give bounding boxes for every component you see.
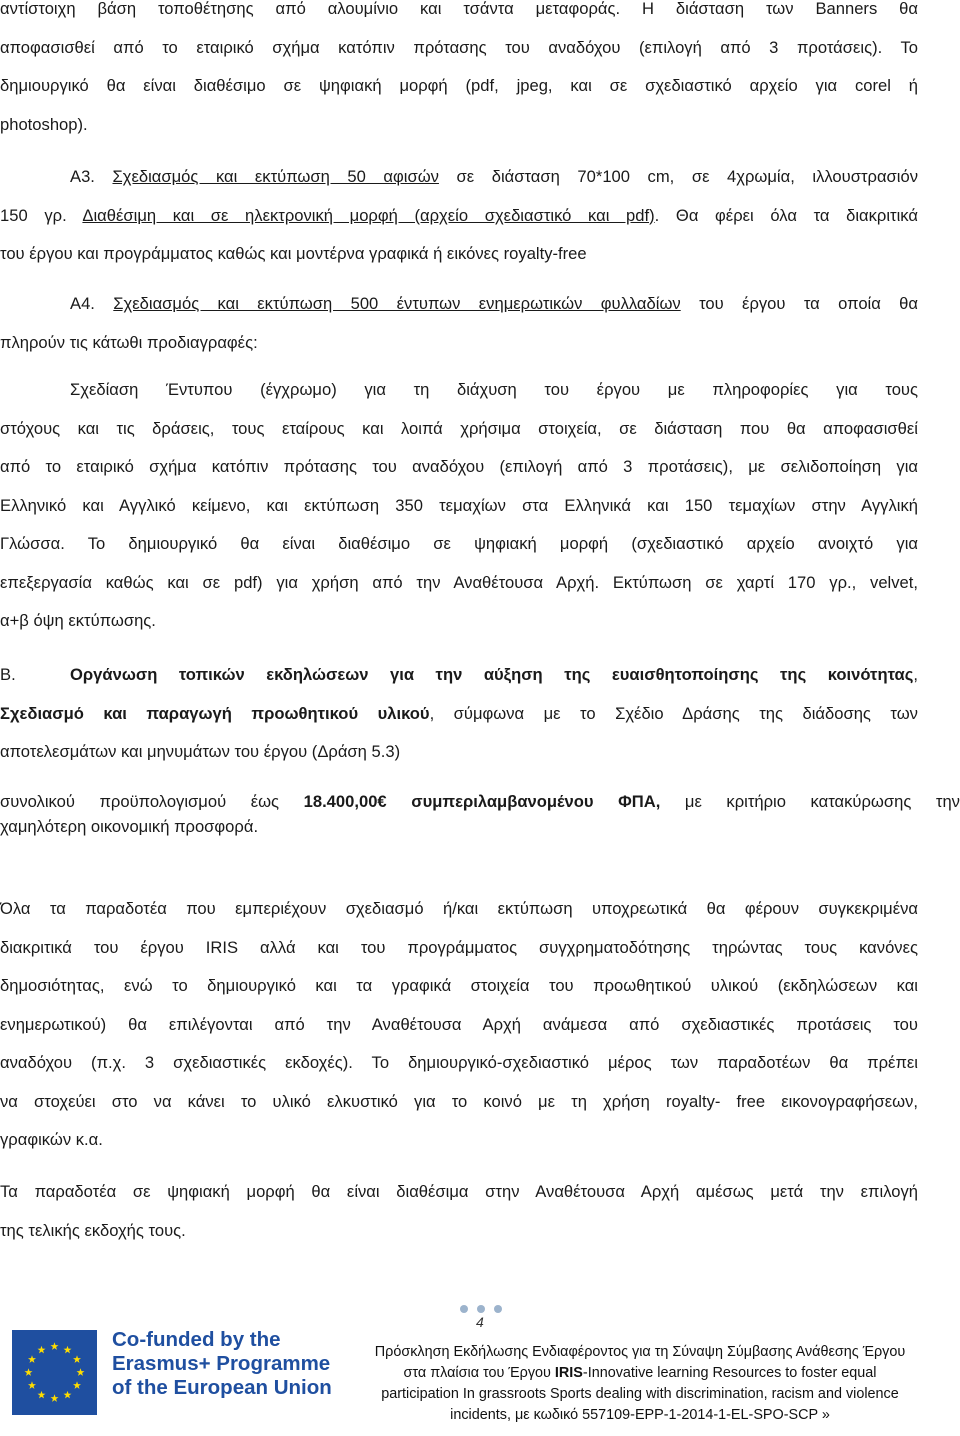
dot-icon [460, 1305, 468, 1313]
text-run: 150 γρ. [0, 205, 83, 225]
text-line: αποφασισθεί από το εταιρικό σχήμα κατόπιν πρότασης του αναδόχου (επιλογή από 3 προτάσεις). Το [0, 37, 918, 57]
text-line: από το εταιρικό σχήμα κατόπιν πρότασης του αναδόχου (επιλογή από 3 προτάσεις), με σελιδοποίηση για [0, 457, 918, 476]
text-run: σε διάσταση 70*100 cm, σε 4χρωμία, ιλλουστρασιόν [438, 167, 918, 186]
text-line: διακριτικά του έργου IRIS αλλά και του προγράμματος συγχρηματοδότησης τηρώντας τους κανόνες [0, 937, 918, 957]
paragraph-b [0, 656, 918, 772]
item-label-a3: Α3. [70, 167, 95, 186]
item-title-b: Οργάνωση τοπικών εκδηλώσεων για την αύξηση της ευαισθητοποίησης της κοινότητας [70, 665, 914, 684]
text-line: στόχους και τις δράσεις, τους εταίρους και λοιπά χρήσιμα στοιχεία, σε διάσταση που θα αποφασισθεί [0, 418, 918, 438]
page-number: 4 [476, 1314, 484, 1330]
text-line: χαμηλότερη οικονομική προσφορά. [0, 817, 259, 836]
text-line: ενημερωτικού) θα επιλέγονται από την Αναθέτουσα Αρχή ανάμεσα από σχεδιαστικές προτάσεις του [0, 1014, 918, 1034]
paragraph-deliverables [0, 890, 918, 1160]
eu-flag-icon [12, 1330, 97, 1415]
item-title-a3: Σχεδιασμός και εκτύπωση 50 αφισών [112, 167, 439, 186]
text-line [0, 158, 918, 197]
text-run: , σύμφωνα με το Σχέδιο Δράσης της διάδοσης των [429, 703, 918, 723]
paragraph-a4 [0, 285, 918, 362]
text-line: του έργου και προγράμματος καθώς και μοντέρνα γραφικά ή εικόνες royalty-free [0, 244, 587, 263]
text-line: δημιουργικό θα είναι διαθέσιμο σε ψηφιακή μορφή (pdf, jpeg, και σε σχεδιαστικό αρχείο για corel ή [0, 76, 918, 95]
text-line: photoshop). [0, 114, 88, 134]
text-line: αντίστοιχη βάση τοποθέτησης από αλουμίνιο και τσάντα μεταφοράς. Η διάσταση των Banners θα [0, 0, 918, 18]
text-line: αποτελεσμάτων και μηνυμάτων του έργου (Δράση 5.3) [0, 742, 401, 761]
item-title-a4: Σχεδιασμός και εκτύπωση 500 έντυπων ενημερωτικών φυλλαδίων [113, 294, 681, 313]
text-line: επεξεργασία καθώς και σε pdf) για χρήση από την Αναθέτουσα Αρχή. Εκτύπωση σε χαρτί 170 γρ., velvet, [0, 572, 918, 592]
text-line [0, 656, 918, 695]
paragraph-digital [0, 1173, 918, 1250]
text-line: Τα παραδοτέα σε ψηφιακή μορφή θα είναι διαθέσιμα στην Αναθέτουσα Αρχή αμέσως μετά την επιλογή [0, 1182, 918, 1201]
footer-line: incidents, με κωδικό 557109-EPP-1-2014-1-EL-SPO-SCP » [450, 1407, 830, 1423]
text-run: -Innovative learning Resources to foster equal [582, 1365, 877, 1381]
text-line: Όλα τα παραδοτέα που εμπεριέχουν σχεδιασμό ή/και εκτύπωση υποχρεωτικά θα φέρουν συγκεκριμένα [0, 899, 918, 918]
text-line: Σχεδίαση Έντυπου (έγχρωμο) για τη διάχυση του έργου με πληροφορίες για τους [70, 380, 918, 399]
paragraph-design-spec [0, 371, 918, 641]
text-line: να στοχεύει στο να κάνει το υλικό ελκυστικό για το κοινό με τη χρήση royalty- free εικονογραφήσεων, [0, 1091, 918, 1111]
text-run: με κριτήριο κατακύρωσης την [660, 792, 960, 811]
logo-line: Erasmus+ Programme [112, 1352, 331, 1375]
text-run: . Θα φέρει όλα τα διακριτικά [654, 205, 918, 225]
text-line: Ελληνικό και Αγγλικό κείμενο, και εκτύπωση 350 τεμαχίων στα Ελληνικά και 150 τεμαχίων στην Αγγλική [0, 495, 918, 515]
text-line: της τελικής εκδοχής τους. [0, 1220, 186, 1240]
dot-icon [494, 1305, 502, 1313]
logo-line: of the European Union [112, 1376, 332, 1399]
text-run: συνολικού προϋπολογισμού έως [0, 792, 304, 811]
item-label-b: Β. [0, 665, 16, 684]
text-line: γραφικών κ.α. [0, 1130, 103, 1149]
text-line: α+β όψη εκτύπωσης. [0, 611, 156, 630]
text-line [0, 695, 918, 734]
text-run: , [913, 665, 918, 684]
item-label-a4: Α4. [70, 294, 95, 313]
footer-line [340, 1363, 940, 1384]
bold-text: Σχεδιασμό και παραγωγή προωθητικού υλικού [0, 703, 430, 723]
text-run: του έργου τα οποία θα [680, 294, 918, 313]
text-line: πληρούν τις κάτωθι προδιαγραφές: [0, 332, 258, 352]
footer-text [340, 1342, 940, 1426]
footer-line: Πρόσκληση Εκδήλωσης Ενδιαφέροντος για τη Σύναψη Σύμβασης Ανάθεσης Έργου [374, 1344, 906, 1360]
text-line: δημοσιότητας, ενώ το δημιουργικό και τα γραφικά στοιχεία του προωθητικού υλικού (εκδηλώσεων και [0, 976, 918, 995]
text-line [0, 197, 918, 236]
paragraph-banners [0, 0, 918, 144]
paragraph-a3 [0, 158, 918, 274]
logo-text [112, 1328, 332, 1400]
footer-dots-decoration [460, 1305, 502, 1313]
project-name: IRIS [554, 1365, 583, 1381]
budget-amount: 18.400,00€ συμπεριλαμβανομένου ΦΠΑ, [303, 792, 661, 811]
text-run: στα πλαίσια του Έργου [403, 1365, 555, 1381]
dot-icon [477, 1305, 485, 1313]
text-line: Γλώσσα. Το δημιουργικό θα είναι διαθέσιμο σε ψηφιακή μορφή (σχεδιαστικό αρχείο ανοιχτό για [0, 534, 918, 553]
text-line: αναδόχου (π.χ. 3 σχεδιαστικές εκδοχές). Το δημιουργικό-σχεδιαστικό μέρος των παραδοτέων θα πρέπει [0, 1053, 918, 1072]
logo-line: Co-funded by the [112, 1328, 281, 1351]
paragraph-budget [0, 785, 960, 843]
text-line [0, 285, 918, 324]
underlined-text: Διαθέσιμη και σε ηλεκτρονική μορφή (αρχείο σχεδιαστικό και pdf) [82, 205, 655, 225]
footer-line: participation In grassroots Sports dealing with discrimination, racism and violence [381, 1386, 899, 1402]
eu-erasmus-logo [0, 1322, 332, 1428]
